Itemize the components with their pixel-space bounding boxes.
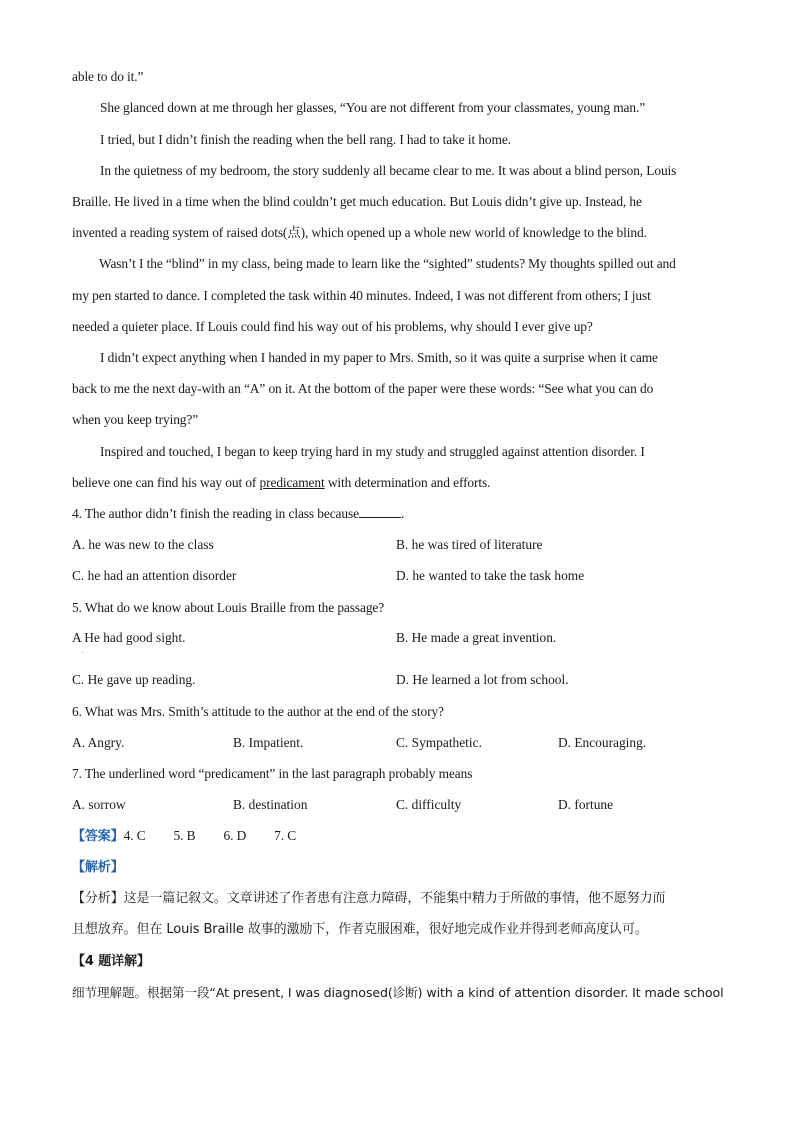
answer-label: 【答案】 — [72, 829, 124, 844]
text-fragment: believe one can find his way out of — [72, 475, 260, 490]
analysis-label: 【解析】 — [72, 860, 124, 875]
option-b: B. Impatient. — [233, 735, 304, 750]
answer-item: 7. C — [274, 828, 297, 843]
passage-paragraph: I tried, but I didn’t finish the reading when the bell rang. I had to take it home. — [100, 132, 511, 147]
q4-detail-label: 【4 题详解】 — [72, 954, 150, 969]
option-c: C. he had an attention disorder — [72, 568, 237, 583]
question-5-stem: 5. What do we know about Louis Braille from the passage? — [72, 600, 385, 615]
option-a: A. Angry. — [72, 735, 125, 750]
option-b: B. he was tired of literature — [396, 537, 543, 552]
answer-item: 5. B — [173, 828, 196, 843]
option-d: D. fortune — [558, 797, 614, 812]
option-c: C. Sympathetic. — [396, 735, 482, 750]
answer-item: 6. D — [223, 828, 247, 843]
q4-detail-line: 细节理解题。根据第一段“At present, I was diagnosed(诊断) with a kind of attention disorder. It made school — [72, 985, 724, 1000]
stray-dot: . — [82, 649, 84, 655]
option-c: C. He gave up reading. — [72, 672, 196, 687]
option-b: B. destination — [233, 797, 308, 812]
passage-line: I didn’t expect anything when I handed in my paper to Mrs. Smith, so it was quite a surprise when it came — [100, 350, 658, 365]
passage-line: when you keep trying?” — [72, 412, 199, 427]
analysis-line — [72, 890, 665, 907]
passage-line: Braille. He lived in a time when the blind couldn’t get much education. But Louis didn’t give up. Instead, he — [72, 194, 642, 209]
passage-line: Inspired and touched, I began to keep trying hard in my study and struggled against attention disorder. I — [100, 444, 645, 459]
option-a: A. sorrow — [72, 797, 126, 812]
option-d: D. Encouraging. — [558, 735, 647, 750]
passage-paragraph: She glanced down at me through her glasses, “You are not different from your classmates, young man.” — [100, 100, 646, 115]
fenxi-text: 这是一篇记叙文。文章讲述了作者患有注意力障碍，不能集中精力于所做的事情，他不愿努力而 — [123, 891, 666, 906]
passage-line: needed a quieter place. If Louis could find his way out of his problems, why should I ever give up? — [72, 319, 593, 334]
passage-line: back to me the next day-with an “A” on it. At the bottom of the paper were these words: “See what you can do — [72, 381, 654, 396]
option-c: C. difficulty — [396, 797, 462, 812]
underlined-word: predicament — [259, 475, 325, 490]
option-a: A. he was new to the class — [72, 537, 214, 552]
option-d: D. He learned a lot from school. — [396, 672, 569, 687]
stem-text: 4. The author didn’t finish the reading in class because — [72, 506, 359, 521]
passage-line: my pen started to dance. I completed the task within 40 minutes. Indeed, I was not different from others; I just — [72, 288, 651, 303]
answer-item: 4. C — [123, 828, 146, 843]
fenxi-label: 【分析】 — [72, 891, 124, 906]
option-d: D. he wanted to take the task home — [396, 568, 585, 583]
analysis-line: 且想放弃。但在 Louis Braille 故事的激励下，作者克服困难，很好地完成作业并得到老师高度认可。 — [72, 922, 648, 937]
question-4-stem — [72, 505, 404, 522]
option-b: B. He made a great invention. — [396, 630, 557, 645]
passage-line: invented a reading system of raised dots(点), which opened up a whole new world of knowledge to the blind. — [72, 225, 647, 240]
answer-blank — [359, 506, 401, 518]
text-fragment: with determination and efforts. — [324, 475, 491, 490]
question-6-stem: 6. What was Mrs. Smith’s attitude to the author at the end of the story? — [72, 704, 444, 719]
stem-end: . — [400, 506, 405, 521]
passage-line — [72, 474, 490, 491]
passage-line: Wasn’t I the “blind” in my class, being made to learn like the “sighted” students? My thoughts spilled out and — [99, 256, 676, 271]
option-a: A He had good sight. — [72, 630, 186, 645]
passage-line: able to do it.” — [72, 69, 144, 84]
question-7-stem: 7. The underlined word “predicament” in the last paragraph probably means — [72, 766, 473, 781]
answer-key — [72, 827, 324, 845]
passage-line: In the quietness of my bedroom, the story suddenly all became clear to me. It was about a blind person, Louis — [100, 163, 677, 178]
